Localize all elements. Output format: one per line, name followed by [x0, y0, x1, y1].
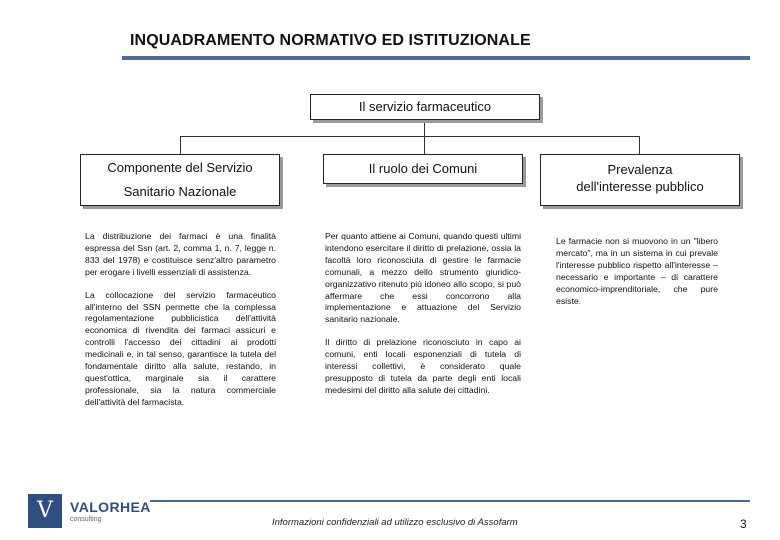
connector-right — [639, 136, 640, 154]
logo-name: VALORHEA — [70, 499, 151, 515]
logo-subtitle: consulting — [70, 516, 102, 523]
connector-center — [424, 136, 425, 154]
title-underline — [122, 56, 750, 60]
column-3-paragraph: Le farmacie non si muovono in un "libero mercato", ma in un sistema in cui prevale l'interesse pubblico rispetto all'interesse – necessario e importante – di carattere economico-imprenditoriale, che pure esiste. — [556, 236, 718, 306]
column-1-text — [85, 231, 276, 420]
page-title: INQUADRAMENTO NORMATIVO ED ISTITUZIONALE — [130, 32, 531, 49]
connector-horizontal — [180, 136, 640, 137]
column-3-text — [556, 236, 718, 318]
top-box — [310, 94, 540, 120]
column-2-text — [325, 231, 521, 408]
column-1-paragraph: La distribuzione dei farmaci è una finalità espressa del Ssn (art. 2, comma 1, n. 7, legge n. 833 del 1978) e costituisce senz'altro parametro per erogare i livelli essenziali di assistenza. — [85, 231, 276, 277]
column-1-heading-line2: Sanitario Nazionale — [123, 184, 237, 199]
column-1-heading-line1: Componente del Servizio — [107, 160, 253, 175]
page-number: 3 — [740, 517, 747, 531]
column-3-heading-box — [540, 154, 740, 206]
column-2-heading-box — [323, 154, 523, 184]
valorhea-logo-icon: V — [28, 494, 62, 528]
column-3-heading-line2: dell'interesse pubblico — [576, 179, 704, 194]
column-1-heading-box — [80, 154, 280, 206]
column-2-paragraph: Il diritto di prelazione riconosciuto in capo ai comuni, enti locali esponenziali di tutela di interessi collettivi, è considerato quale presupposto di tutela da parte degli enti locali medesimi del diritto alla salute dei cittadini. — [325, 337, 521, 395]
footer-confidential-note: Informazioni confidenziali ad utilizzo esclusivo di Assofarm — [272, 517, 518, 528]
column-2-paragraph: Per quanto attiene ai Comuni, quando questi ultimi intendono esercitare il diritto di prelazione, ossia la facoltà loro riconosciuta di gestire le farmacie comunali, a mezzo dello strumento giuridico-organizzativo ritenuto più idoneo allo scopo, si può affermare che essi concorrono alla implementazione e attuazione del Servizio sanitario nazionale. — [325, 231, 521, 325]
top-box-label: Il servizio farmaceutico — [358, 99, 492, 114]
column-3-heading-line1: Prevalenza — [607, 162, 673, 177]
column-2-heading-line1: Il ruolo dei Comuni — [368, 161, 478, 176]
footer-divider — [150, 500, 750, 502]
connector-left — [180, 136, 181, 154]
connector-vertical-top — [424, 119, 425, 136]
column-1-paragraph: La collocazione del servizio farmaceutico all'interno del SSN permette che la complessa regolamentazione pubblicistica dell'attività economica di rivendita dei farmaci assicuri e controlli l'accesso dei cittadini ai prodotti medicinali e, in tal senso, garantisce la tutela del fondamentale diritto alla salute, restando, in quest'ottica, marginale sia il carattere professionale, sia la natura commerciale dell'attività del farmacista. — [85, 289, 276, 407]
